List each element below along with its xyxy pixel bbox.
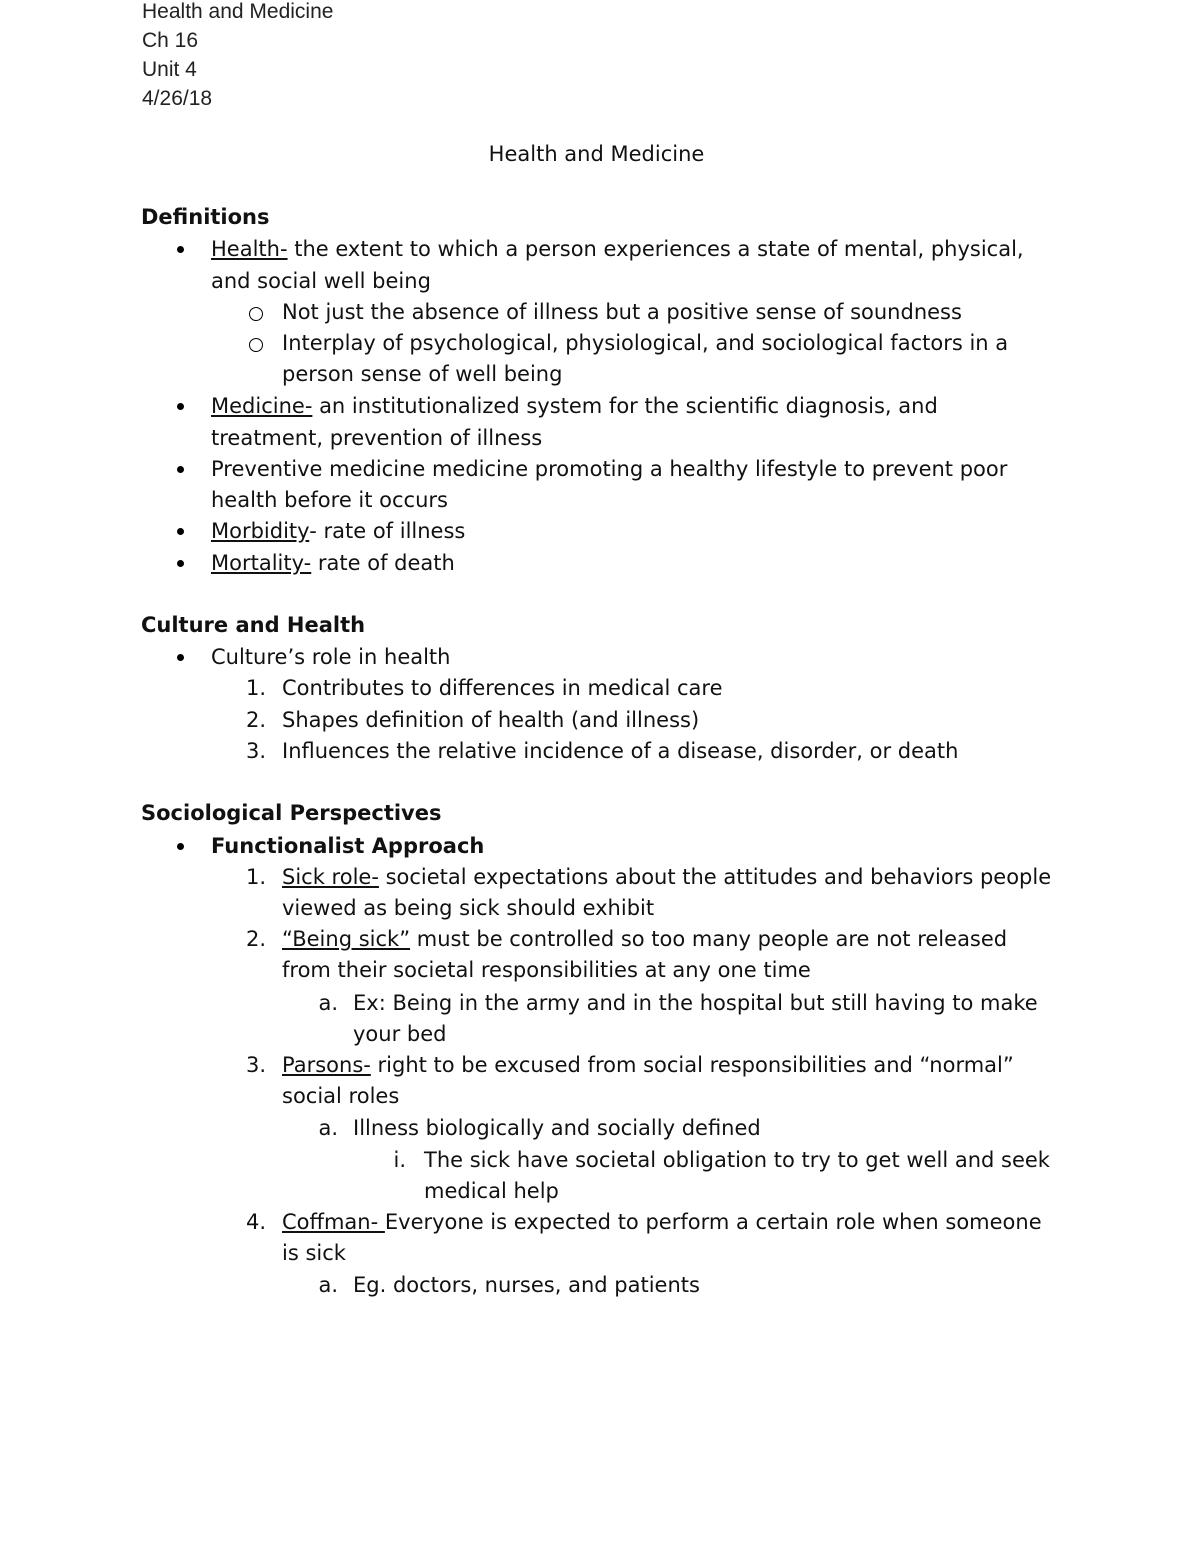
health-def-text: the extent to which a person experiences a state of mental, physical, xyxy=(287,237,1024,261)
bullet-icon xyxy=(177,654,184,661)
coffman-def-cont: is sick xyxy=(282,1241,346,1265)
mortality-definition xyxy=(211,550,455,576)
sick-role-term: Sick role- xyxy=(282,865,379,889)
coffman-term: Coffman- xyxy=(282,1210,385,1234)
roles-example: Eg. doctors, nurses, and patients xyxy=(353,1273,700,1297)
hollow-bullet-icon xyxy=(249,307,263,321)
bullet-icon xyxy=(177,843,184,850)
header-date: 4/26/18 xyxy=(142,87,213,110)
functionalist-approach: Functionalist Approach xyxy=(211,834,485,858)
health-sub-2: Interplay of psychological, physiological, and sociological factors in a xyxy=(282,331,1009,355)
preventive-definition: Preventive medicine medicine promoting a healthy lifestyle to prevent poor xyxy=(211,457,1008,481)
preventive-def-cont: health before it occurs xyxy=(211,488,448,512)
hollow-bullet-icon xyxy=(249,338,263,352)
culture-item: Culture’s role in health xyxy=(211,645,451,669)
list-roman: i. xyxy=(393,1148,406,1172)
bullet-icon xyxy=(177,403,184,410)
parsons-term: Parsons- xyxy=(282,1053,371,1077)
culture-heading: Culture and Health xyxy=(141,613,366,637)
list-number: 1. xyxy=(245,865,266,889)
being-sick-term: “Being sick” xyxy=(282,927,411,951)
medicine-term: Medicine- xyxy=(211,394,313,418)
army-example-cont: your bed xyxy=(353,1022,447,1046)
definitions-heading: Definitions xyxy=(141,205,270,229)
sick-role-def: societal expectations about the attitudes and behaviors people xyxy=(378,865,1052,889)
parsons-def: right to be excused from social responsibilities and “normal” xyxy=(370,1053,1014,1077)
list-letter: a. xyxy=(318,1116,338,1140)
list-letter: a. xyxy=(318,991,338,1015)
health-def-cont: and social well being xyxy=(211,269,431,293)
morbidity-term: Morbidity xyxy=(211,519,310,543)
parsons-item xyxy=(282,1052,1014,1078)
page-title: Health and Medicine xyxy=(488,142,705,166)
bullet-icon xyxy=(177,528,184,535)
health-sub-2-cont: person sense of well being xyxy=(282,362,563,386)
culture-sub-2: Shapes definition of health (and illness) xyxy=(282,708,700,732)
morbidity-definition xyxy=(211,518,465,544)
list-number: 3. xyxy=(245,1053,266,1077)
parsons-def-cont: social roles xyxy=(282,1084,400,1108)
being-sick-def: must be controlled so too many people are not released xyxy=(410,927,1008,951)
army-example: Ex: Being in the army and in the hospital but still having to make xyxy=(353,991,1038,1015)
header-unit: Unit 4 xyxy=(142,58,197,81)
header-course: Health and Medicine xyxy=(142,0,334,23)
perspectives-heading: Sociological Perspectives xyxy=(141,801,442,825)
bullet-icon xyxy=(177,246,184,253)
medicine-definition xyxy=(211,393,938,419)
sick-role-def-cont: viewed as being sick should exhibit xyxy=(282,896,655,920)
coffman-def: Everyone is expected to perform a certain role when someone xyxy=(384,1210,1042,1234)
list-number: 4. xyxy=(245,1210,266,1234)
coffman-item xyxy=(282,1209,1042,1235)
header-chapter: Ch 16 xyxy=(142,29,199,52)
morbidity-def-text: - rate of illness xyxy=(309,519,466,543)
list-number: 2. xyxy=(245,708,266,732)
mortality-term: Mortality- xyxy=(211,551,312,575)
bullet-icon xyxy=(177,560,184,567)
list-number: 3. xyxy=(245,739,266,763)
bullet-icon xyxy=(177,466,184,473)
medicine-def-text: an institutionalized system for the scientific diagnosis, and xyxy=(312,394,938,418)
mortality-def-text: rate of death xyxy=(311,551,455,575)
culture-sub-1: Contributes to differences in medical care xyxy=(282,676,723,700)
health-sub-1: Not just the absence of illness but a positive sense of soundness xyxy=(282,300,962,324)
culture-sub-3: Influences the relative incidence of a disease, disorder, or death xyxy=(282,739,959,763)
list-number: 2. xyxy=(245,927,266,951)
list-number: 1. xyxy=(245,676,266,700)
health-term: Health- xyxy=(211,237,288,261)
health-definition xyxy=(211,236,1024,262)
medicine-def-cont: treatment, prevention of illness xyxy=(211,426,543,450)
illness-defined: Illness biologically and socially defined xyxy=(353,1116,761,1140)
being-sick-def-cont: from their societal responsibilities at any one time xyxy=(282,958,811,982)
being-sick-item xyxy=(282,926,1007,952)
sick-role-item xyxy=(282,864,1051,890)
sick-obligation-cont: medical help xyxy=(424,1179,559,1203)
list-letter: a. xyxy=(318,1273,338,1297)
sick-obligation: The sick have societal obligation to try to get well and seek xyxy=(424,1148,1050,1172)
